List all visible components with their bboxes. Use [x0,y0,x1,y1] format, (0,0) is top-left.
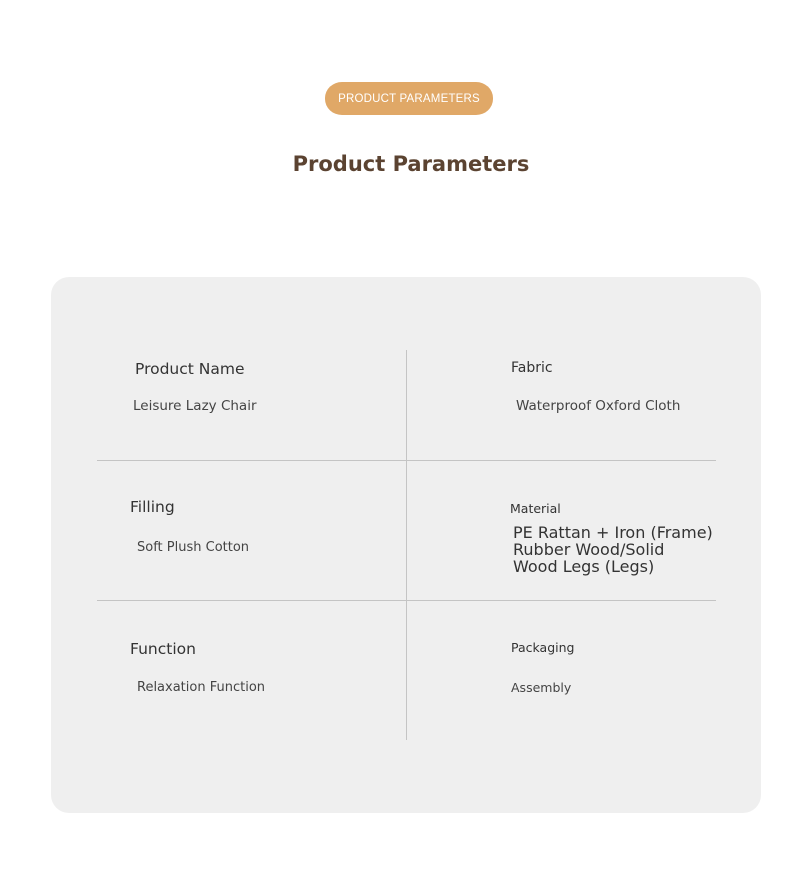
packaging-value: Assembly [511,680,572,695]
page-title: Product Parameters [292,152,530,176]
function-label: Function [130,640,196,658]
row-divider [97,600,716,601]
section-badge: PRODUCT PARAMETERS [325,82,493,115]
fabric-value: Waterproof Oxford Cloth [516,398,681,414]
material-value: PE Rattan + Iron (Frame) Rubber Wood/Solid Wood Legs (Legs) [513,523,713,576]
filling-value: Soft Plush Cotton [137,540,250,555]
product-name-value: Leisure Lazy Chair [133,398,257,414]
row-divider [97,460,716,461]
product-name-label: Product Name [135,360,245,378]
function-value: Relaxation Function [137,680,266,695]
packaging-label: Packaging [511,640,575,655]
material-label: Material [510,501,561,516]
filling-label: Filling [130,498,175,516]
vertical-divider [406,350,407,740]
fabric-label: Fabric [511,360,553,376]
